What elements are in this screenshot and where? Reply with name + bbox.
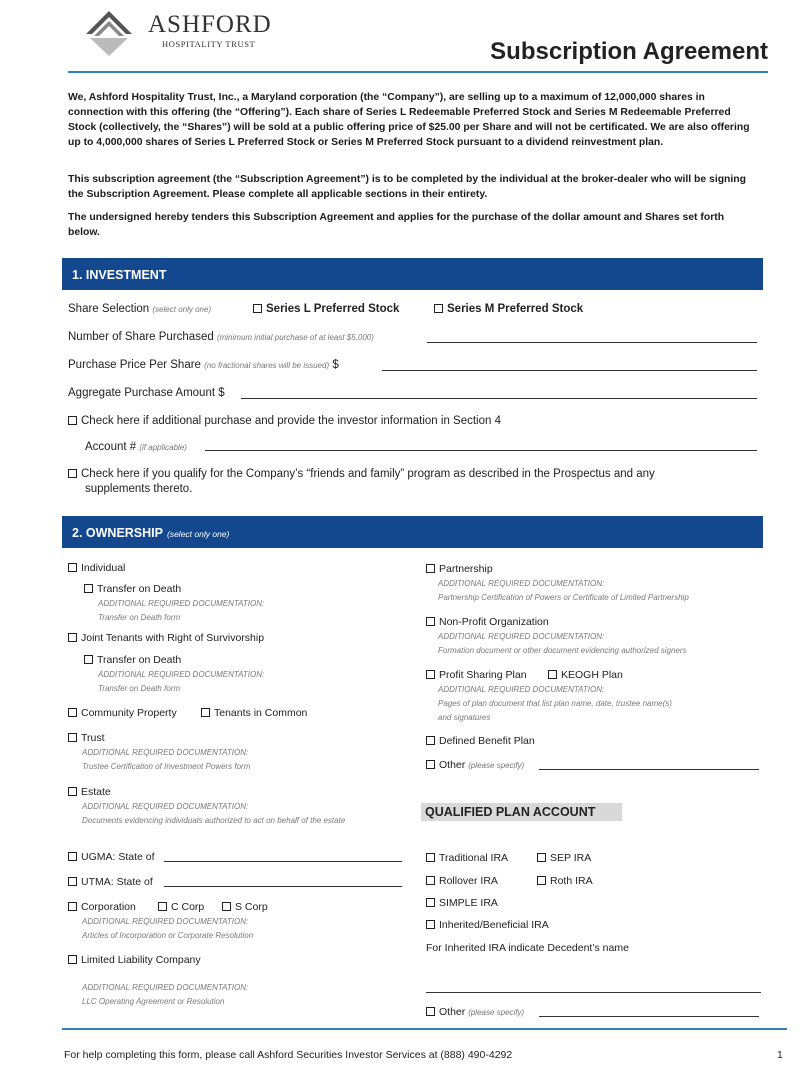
account-input[interactable]: [205, 450, 757, 451]
share-selection-label: Share Selection: [68, 303, 150, 315]
section-ownership-note: (select only one): [167, 529, 230, 539]
ira-other-checkbox[interactable]: [426, 1007, 435, 1016]
traditional-ira-option[interactable]: [426, 852, 508, 864]
page-number: 1: [777, 1049, 783, 1061]
corporation-checkbox[interactable]: [68, 902, 77, 911]
defined-benefit-checkbox[interactable]: [426, 736, 435, 745]
req-doc-label: ADDITIONAL REQUIRED DOCUMENTATION:: [82, 917, 249, 926]
aggregate-label: Aggregate Purchase Amount $: [68, 387, 225, 399]
share-selection-hint: (select only one): [152, 305, 212, 314]
intro-paragraph-3: The undersigned hereby tenders this Subscription Agreement and applies for the purchase of the dollar amount and Shares set forth below.: [68, 212, 725, 238]
ugma-option[interactable]: [68, 851, 155, 863]
trust-option[interactable]: [68, 732, 105, 744]
ira-other-hint: (please specify): [468, 1008, 525, 1017]
estate-label: Estate: [81, 786, 111, 798]
llc-option[interactable]: [68, 954, 201, 966]
account-label: Account #: [85, 441, 137, 453]
footer-help-text: For help completing this form, please call Ashford Securities Investor Services at (888) 490-4292: [64, 1049, 513, 1061]
friends-family-checkbox[interactable]: [68, 469, 77, 478]
individual-tod-doc: [98, 597, 264, 625]
s-corp-label: S Corp: [235, 901, 268, 913]
account-hint: (if applicable): [139, 443, 187, 452]
roth-ira-checkbox[interactable]: [537, 876, 546, 885]
trust-doc: [82, 746, 250, 774]
keogh-option[interactable]: [548, 669, 623, 681]
utma-label: UTMA: State of: [81, 876, 153, 888]
c-corp-option[interactable]: [158, 901, 204, 913]
ownership-other-checkbox[interactable]: [426, 760, 435, 769]
community-property-checkbox[interactable]: [68, 708, 77, 717]
c-corp-checkbox[interactable]: [158, 902, 167, 911]
partnership-option[interactable]: [426, 563, 493, 575]
company-logo: [84, 9, 284, 57]
req-doc-label: ADDITIONAL REQUIRED DOCUMENTATION:: [438, 632, 605, 641]
qualified-plan-header: QUALIFIED PLAN ACCOUNT: [421, 803, 622, 821]
ugma-state-input[interactable]: [164, 861, 402, 862]
req-doc-label: ADDITIONAL REQUIRED DOCUMENTATION:: [438, 579, 605, 588]
defined-benefit-label: Defined Benefit Plan: [439, 735, 535, 747]
series-m-label: Series M Preferred Stock: [447, 303, 584, 315]
partnership-doc-text: Partnership Certification of Powers or Certificate of Limited Partnership: [438, 593, 689, 602]
trust-checkbox[interactable]: [68, 733, 77, 742]
ownership-other-option[interactable]: [426, 759, 524, 771]
profit-sharing-doc: [438, 683, 672, 725]
ira-other-input[interactable]: [539, 1016, 759, 1017]
keogh-checkbox[interactable]: [548, 670, 557, 679]
sep-ira-label: SEP IRA: [550, 852, 592, 864]
trust-doc-text: Trustee Certification of Investment Powers form: [82, 762, 251, 771]
additional-purchase-checkbox[interactable]: [68, 416, 77, 425]
decedent-label: For Inherited IRA indicate Decedent’s name: [426, 942, 629, 954]
ownership-other-label: Other: [439, 759, 466, 771]
joint-tenants-label: Joint Tenants with Right of Survivorship: [81, 632, 265, 644]
section-ownership-title: 2. OWNERSHIP: [72, 526, 163, 540]
tenants-in-common-label: Tenants in Common: [214, 707, 308, 719]
ownership-other-input[interactable]: [539, 769, 759, 770]
price-input[interactable]: [382, 370, 757, 371]
price-label-group: [68, 359, 339, 371]
estate-doc: [82, 800, 345, 828]
joint-tenants-checkbox[interactable]: [68, 633, 77, 642]
req-doc-label: ADDITIONAL REQUIRED DOCUMENTATION:: [98, 599, 265, 608]
req-doc-label: ADDITIONAL REQUIRED DOCUMENTATION:: [82, 748, 249, 757]
defined-benefit-option[interactable]: [426, 735, 535, 747]
num-shares-label-group: [68, 331, 374, 343]
series-m-option[interactable]: [434, 303, 583, 315]
roth-ira-option[interactable]: [537, 875, 593, 887]
llc-doc: [82, 981, 248, 1009]
profit-doc-text-1: Pages of plan document that list plan name, date, trustee name(s): [438, 699, 672, 708]
tenants-in-common-option[interactable]: [201, 707, 307, 719]
logo-subtitle: HOSPITALITY TRUST: [162, 39, 256, 49]
req-doc-label: ADDITIONAL REQUIRED DOCUMENTATION:: [82, 802, 249, 811]
num-shares-label: Number of Share Purchased: [68, 331, 214, 343]
non-profit-doc-text: Formation document or other document evidencing authorized signers: [438, 646, 687, 655]
req-doc-label: ADDITIONAL REQUIRED DOCUMENTATION:: [98, 670, 265, 679]
price-label: Purchase Price Per Share: [68, 359, 201, 371]
joint-tod-option[interactable]: [84, 654, 181, 666]
joint-tenants-option[interactable]: [68, 632, 264, 644]
num-shares-input[interactable]: [427, 342, 757, 343]
partnership-label: Partnership: [439, 563, 493, 575]
intro-paragraph-1: We, Ashford Hospitality Trust, Inc., a Maryland corporation (the “Company”), are selling up to a maximum of 12,000,000 shares in connection with this offering (the “Offering”). Each share of Series L Redeemable Preferred Stock and Series M Redeemable Preferred Stock (collectively, the “Shares”) will be sold at a public offering price of $25.00 per Share and will not be certificated. We are also offering up to 4,000,000 shares of Series L Preferred Stock or Series M Preferred Stock pursuant to a dividend reinvestment plan.: [68, 92, 750, 148]
individual-tod-option[interactable]: [84, 583, 181, 595]
utma-state-input[interactable]: [164, 886, 402, 887]
partnership-checkbox[interactable]: [426, 564, 435, 573]
utma-checkbox[interactable]: [68, 877, 77, 886]
page-title: Subscription Agreement: [490, 38, 768, 65]
friends-family-label: Check here if you qualify for the Company’s “friends and family” program as described in the Prospectus and any: [81, 468, 655, 480]
profit-sharing-checkbox[interactable]: [426, 670, 435, 679]
additional-purchase-label: Check here if additional purchase and provide the investor information in Section 4: [81, 415, 501, 427]
sep-ira-checkbox[interactable]: [537, 853, 546, 862]
simple-ira-label: SIMPLE IRA: [439, 897, 498, 909]
friends-family-label-cont: supplements thereto.: [85, 483, 193, 495]
tod-doc-text: Transfer on Death form: [98, 613, 181, 622]
joint-tod-label: Transfer on Death: [97, 654, 182, 666]
s-corp-checkbox[interactable]: [222, 902, 231, 911]
ira-other-label: Other: [439, 1006, 466, 1018]
corporation-doc: [82, 915, 253, 943]
ownership-other-hint: (please specify): [468, 761, 525, 770]
non-profit-doc: [438, 630, 687, 658]
keogh-label: KEOGH Plan: [561, 669, 623, 681]
section-investment-title: 1. INVESTMENT: [72, 268, 167, 282]
section-investment-header: [62, 258, 763, 290]
joint-tod-doc: [98, 668, 264, 696]
inherited-ira-label: Inherited/Beneficial IRA: [439, 919, 549, 931]
corp-doc-text: Articles of Incorporation or Corporate Resolution: [82, 931, 254, 940]
llc-checkbox[interactable]: [68, 955, 77, 964]
friends-family-option[interactable]: [68, 468, 655, 480]
profit-sharing-option[interactable]: [426, 669, 527, 681]
series-l-option[interactable]: [253, 303, 399, 315]
inherited-ira-checkbox[interactable]: [426, 920, 435, 929]
partnership-doc: [438, 577, 689, 605]
profit-sharing-label: Profit Sharing Plan: [439, 669, 527, 681]
individual-option[interactable]: [68, 562, 125, 574]
share-selection-row: [68, 303, 211, 315]
series-l-checkbox[interactable]: [253, 304, 262, 313]
price-hint: (no fractional shares will be issued): [204, 361, 330, 370]
tod-doc-text: Transfer on Death form: [98, 684, 181, 693]
llc-label: Limited Liability Company: [81, 954, 201, 966]
req-doc-label: ADDITIONAL REQUIRED DOCUMENTATION:: [82, 983, 249, 992]
header-divider: [68, 71, 768, 73]
req-doc-label: ADDITIONAL REQUIRED DOCUMENTATION:: [438, 685, 605, 694]
estate-doc-text: Documents evidencing individuals authorized to act on behalf of the estate: [82, 816, 346, 825]
account-label-group: [85, 441, 187, 453]
rollover-ira-checkbox[interactable]: [426, 876, 435, 885]
simple-ira-checkbox[interactable]: [426, 898, 435, 907]
s-corp-option[interactable]: [222, 901, 268, 913]
traditional-ira-label: Traditional IRA: [439, 852, 509, 864]
traditional-ira-checkbox[interactable]: [426, 853, 435, 862]
simple-ira-option[interactable]: [426, 897, 498, 909]
additional-purchase-option[interactable]: [68, 415, 501, 427]
non-profit-label: Non-Profit Organization: [439, 616, 549, 628]
ashford-logo-icon: [84, 9, 134, 57]
individual-tod-checkbox[interactable]: [84, 584, 93, 593]
c-corp-label: C Corp: [171, 901, 205, 913]
series-l-label: Series L Preferred Stock: [266, 303, 400, 315]
footer-divider: [62, 1028, 787, 1030]
non-profit-checkbox[interactable]: [426, 617, 435, 626]
community-property-option[interactable]: [68, 707, 177, 719]
decedent-name-input[interactable]: [426, 992, 761, 993]
roth-ira-label: Roth IRA: [550, 875, 593, 887]
individual-checkbox[interactable]: [68, 563, 77, 572]
community-property-label: Community Property: [81, 707, 177, 719]
ugma-checkbox[interactable]: [68, 852, 77, 861]
profit-doc-text-2: and signatures: [438, 713, 491, 722]
tenants-in-common-checkbox[interactable]: [201, 708, 210, 717]
rollover-ira-option[interactable]: [426, 875, 498, 887]
series-m-checkbox[interactable]: [434, 304, 443, 313]
utma-option[interactable]: [68, 876, 153, 888]
joint-tod-checkbox[interactable]: [84, 655, 93, 664]
individual-tod-label: Transfer on Death: [97, 583, 182, 595]
aggregate-input[interactable]: [241, 398, 757, 399]
intro-paragraph-2: This subscription agreement (the “Subscription Agreement”) is to be completed by the individual at the broker-dealer who will be signing the Subscription Agreement. Please complete all applicable sections in their entirety.: [68, 174, 746, 200]
individual-label: Individual: [81, 562, 126, 574]
price-currency: $: [332, 359, 339, 371]
estate-checkbox[interactable]: [68, 787, 77, 796]
non-profit-option[interactable]: [426, 616, 549, 628]
ira-other-option[interactable]: [426, 1006, 524, 1018]
trust-label: Trust: [81, 732, 105, 744]
llc-doc-text: LLC Operating Agreement or Resolution: [82, 997, 225, 1006]
estate-option[interactable]: [68, 786, 111, 798]
rollover-ira-label: Rollover IRA: [439, 875, 498, 887]
section-ownership-header: [62, 516, 763, 548]
ugma-label: UGMA: State of: [81, 851, 155, 863]
logo-name: ASHFORD: [148, 11, 272, 38]
corporation-label: Corporation: [81, 901, 136, 913]
sep-ira-option[interactable]: [537, 852, 591, 864]
corporation-option[interactable]: [68, 901, 136, 913]
num-shares-hint: (minimum initial purchase of at least $5,000): [216, 333, 374, 342]
inherited-ira-option[interactable]: [426, 919, 549, 931]
